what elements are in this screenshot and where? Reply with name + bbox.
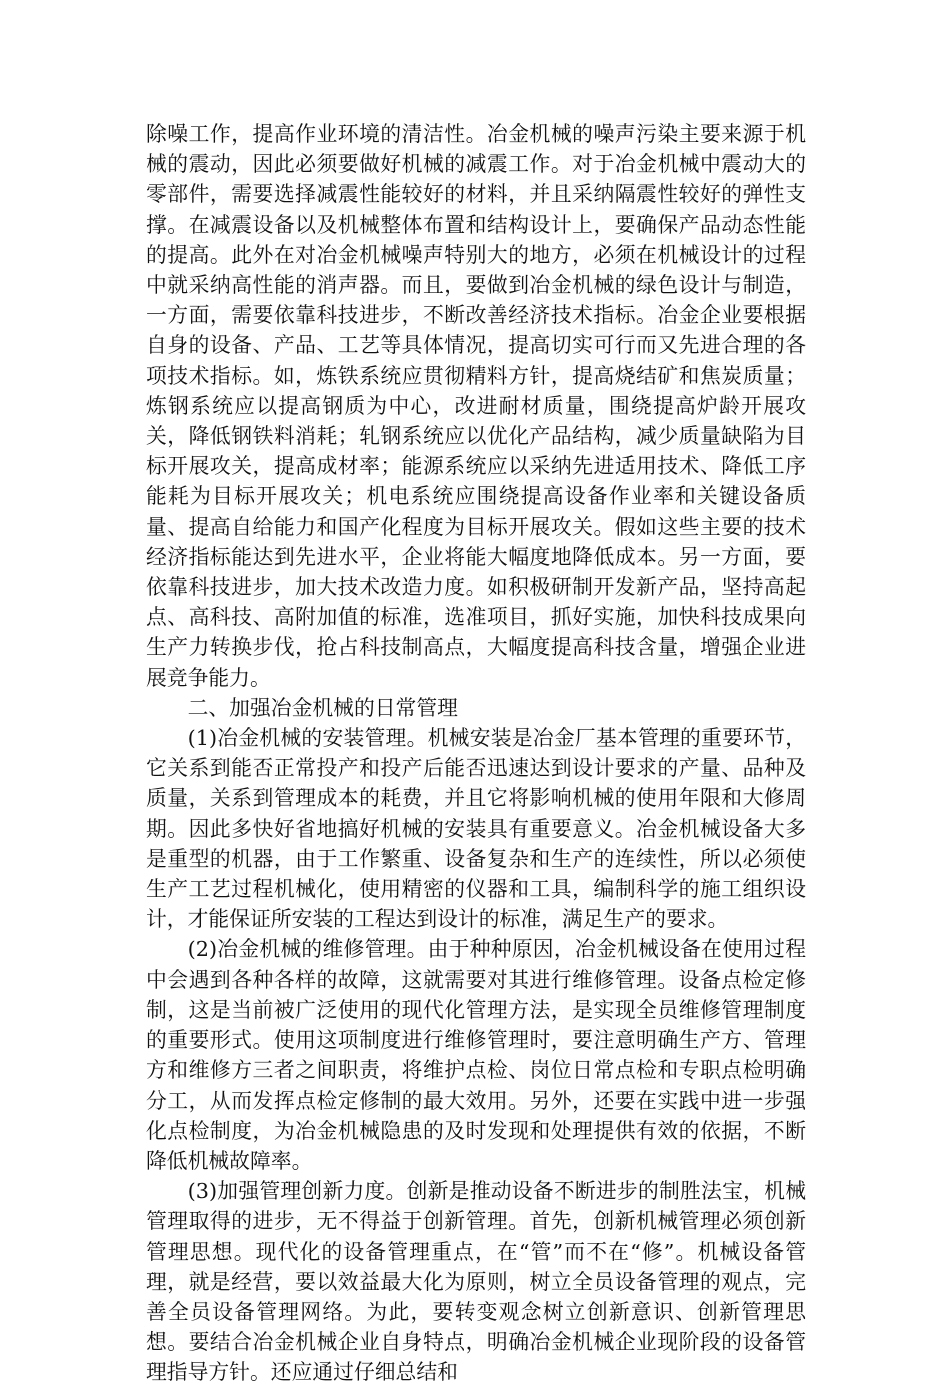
section-heading-daily-management: 二、加强冶金机械的日常管理 [187,695,458,720]
paragraph-maintenance-management: (2)冶金机械的维修管理。由于种种原因，冶金机械设备在使用过程中会遇到各种各样的故障，这就需要对其进行维修管理。设备点检定修制，这是当前被广泛使用的现代化管理方法，是实现全员维修管理制度的重要形式。使用这项制度进行维修管理时，要注意明确生产方、管理方和维修方三者之间职责，将维护点检、岗位日常点检和专职点检明确分工，从而发挥点检定修制的最大效用。另外，还要在实践中进一步强化点检制度，为冶金机械隐患的及时发现和处理提供有效的依据，不断降低机械故障率。 [146,937,806,1173]
paragraph-installation-management: (1)冶金机械的安装管理。机械安装是冶金厂基本管理的重要环节，它关系到能否正常投产和投产后能否迅速达到设计要求的产量、品种及质量，关系到管理成本的耗费，并且它将影响机械的使用年限和大修周期。因此多快好省地搞好机械的安装具有重要意义。冶金机械设备大多是重型的机器，由于工作繁重、设备复杂和生产的连续性，所以必须使生产工艺过程机械化，使用精密的仪器和工具，编制科学的施工组织设计，才能保证所安装的工程达到设计的标准，满足生产的要求。 [146,726,806,932]
paragraph-noise-reduction: 除噪工作，提高作业环境的清洁性。冶金机械的噪声污染主要来源于机械的震动，因此必须要做好机械的减震工作。对于冶金机械中震动大的零部件，需要选择减震性能较好的材料，并且采纳隔震性较好的弹性支撑。在减震设备以及机械整体布置和结构设计上，要确保产品动态性能的提高。此外在对冶金机械噪声特别大的地方，必须在机械设计的过程中就采纳高性能的消声器。而且，要做到冶金机械的绿色设计与制造，一方面，需要依靠科技进步，不断改善经济技术指标。冶金企业要根据自身的设备、产品、工艺等具体情况，提高切实可行而又先进合理的各项技术指标。如，炼铁系统应贯彻精料方针，提高烧结矿和焦炭质量；炼钢系统应以提高钢质为中心，改进耐材质量，围绕提高炉龄开展攻关，降低钢铁料消耗；轧钢系统应以优化产品结构，减少质量缺陷为目标开展攻关，提高成材率；能源系统应以采纳先进适用技术、降低工序能耗为目标开展攻关；机电系统应围绕提高设备作业率和关键设备质量、提高自给能力和国产化程度为目标开展攻关。假如这些主要的技术经济指标能达到先进水平，企业将能大幅度地降低成本。另一方面，要依靠科技进步，加大技术改造力度。如积极研制开发新产品，坚持高起点、高科技、高附加值的标准，选准项目，抓好实施，加快科技成果向生产力转换步伐，抢占科技制高点，大幅度提高科技含量，增强企业进展竞争能力。 [146,122,806,690]
paragraph-management-innovation: (3)加强管理创新力度。创新是推动设备不断进步的制胜法宝，机械管理取得的进步，无不得益于创新管理。首先，创新机械管理必须创新管理思想。现代化的设备管理重点，在“管”而不在“修”。机械设备管理，就是经营，要以效益最大化为原则，树立全员设备管理的观点，完善全员设备管理网络。为此，要转变观念树立创新意识、创新管理思想。要结合冶金机械企业自身特点，明确冶金机械企业现阶段的设备管理指导方针。还应通过仔细总结和 [146,1179,806,1385]
document-body [146,119,806,1388]
